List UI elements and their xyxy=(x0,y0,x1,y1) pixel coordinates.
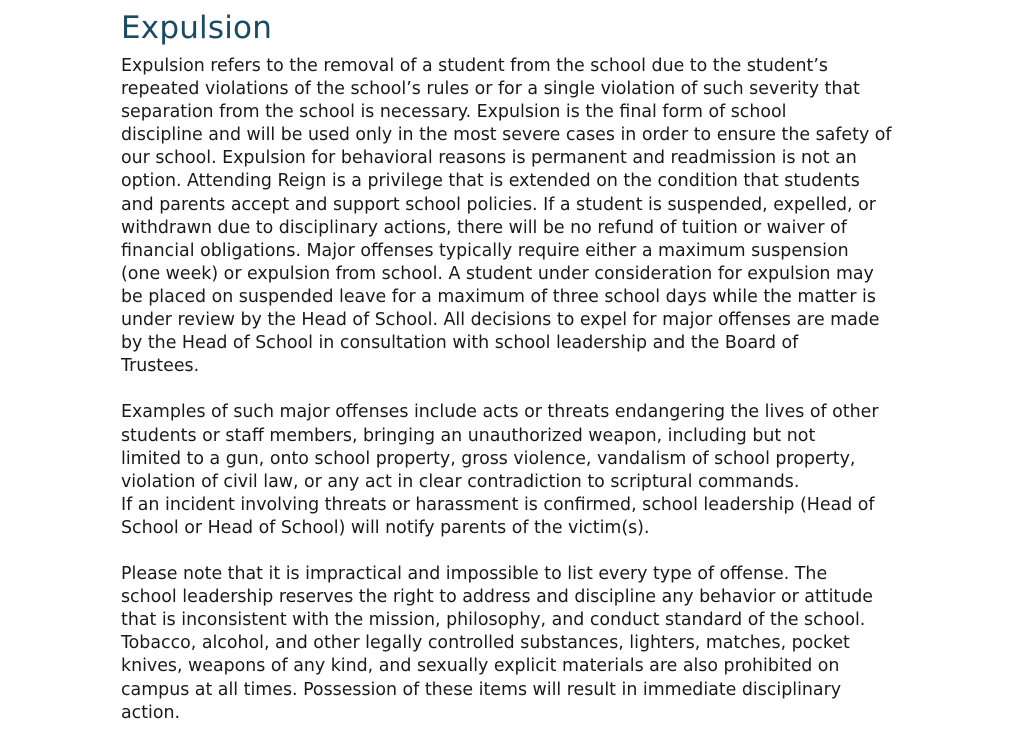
text-line: Expulsion refers to the removal of a student from the school due to the student’s xyxy=(121,56,828,76)
text-line: option. Attending Reign is a privilege that is extended on the condition that students xyxy=(121,171,860,192)
text-line: If an incident involving threats or harassment is confirmed, school leadership (Head of xyxy=(121,494,875,515)
text-line: Trustees. xyxy=(121,356,200,377)
text-line: (one week) or expulsion from school. A student under consideration for expulsion may xyxy=(121,263,874,284)
document-page xyxy=(121,8,911,748)
text-line: that is inconsistent with the mission, philosophy, and conduct standard of the school. xyxy=(121,610,866,631)
text-line: withdrawn due to disciplinary actions, there will be no refund of tuition or waiver of xyxy=(121,217,847,238)
text-line: school leadership reserves the right to address and discipline any behavior or attitude xyxy=(121,587,873,608)
text-line: repeated violations of the school’s rules or for a single violation of such severity that xyxy=(121,79,860,100)
text-line: by the Head of School in consultation with school leadership and the Board of xyxy=(121,333,799,354)
text-line: be placed on suspended leave for a maximum of three school days while the matter is xyxy=(121,286,876,307)
paragraph-major-offense-examples xyxy=(121,401,911,540)
page-title: Expulsion xyxy=(121,10,273,46)
text-line: under review by the Head of School. All decisions to expel for major offenses are made xyxy=(121,310,880,331)
text-line: School or Head of School) will notify parents of the victim(s). xyxy=(121,517,650,538)
text-line: Examples of such major offenses include acts or threats endangering the lives of other xyxy=(121,402,879,423)
text-line: limited to a gun, onto school property, gross violence, vandalism of school property, xyxy=(121,448,856,469)
text-line: campus at all times. Possession of these items will result in immediate disciplinary xyxy=(121,679,842,700)
text-line: financial obligations. Major offenses typically require either a maximum suspension xyxy=(121,240,849,261)
text-line: discipline and will be used only in the most severe cases in order to ensure the safety of xyxy=(121,125,892,146)
text-line: action. xyxy=(121,702,181,723)
paragraph-expulsion-definition xyxy=(121,55,911,378)
text-line: Please note that it is impractical and impossible to list every type of offense. The xyxy=(121,564,828,585)
text-line: separation from the school is necessary. Expulsion is the final form of school xyxy=(121,102,787,123)
text-line: knives, weapons of any kind, and sexually explicit materials are also prohibited on xyxy=(121,656,840,677)
text-line: students or staff members, bringing an unauthorized weapon, including but not xyxy=(121,425,816,446)
text-line: our school. Expulsion for behavioral reasons is permanent and readmission is not an xyxy=(121,148,857,169)
text-line: violation of civil law, or any act in clear contradiction to scriptural commands. xyxy=(121,471,800,492)
paragraph-prohibited-items xyxy=(121,563,911,725)
text-line: and parents accept and support school policies. If a student is suspended, expelled, or xyxy=(121,194,876,215)
text-line: Tobacco, alcohol, and other legally controlled substances, lighters, matches, pocket xyxy=(121,633,850,654)
